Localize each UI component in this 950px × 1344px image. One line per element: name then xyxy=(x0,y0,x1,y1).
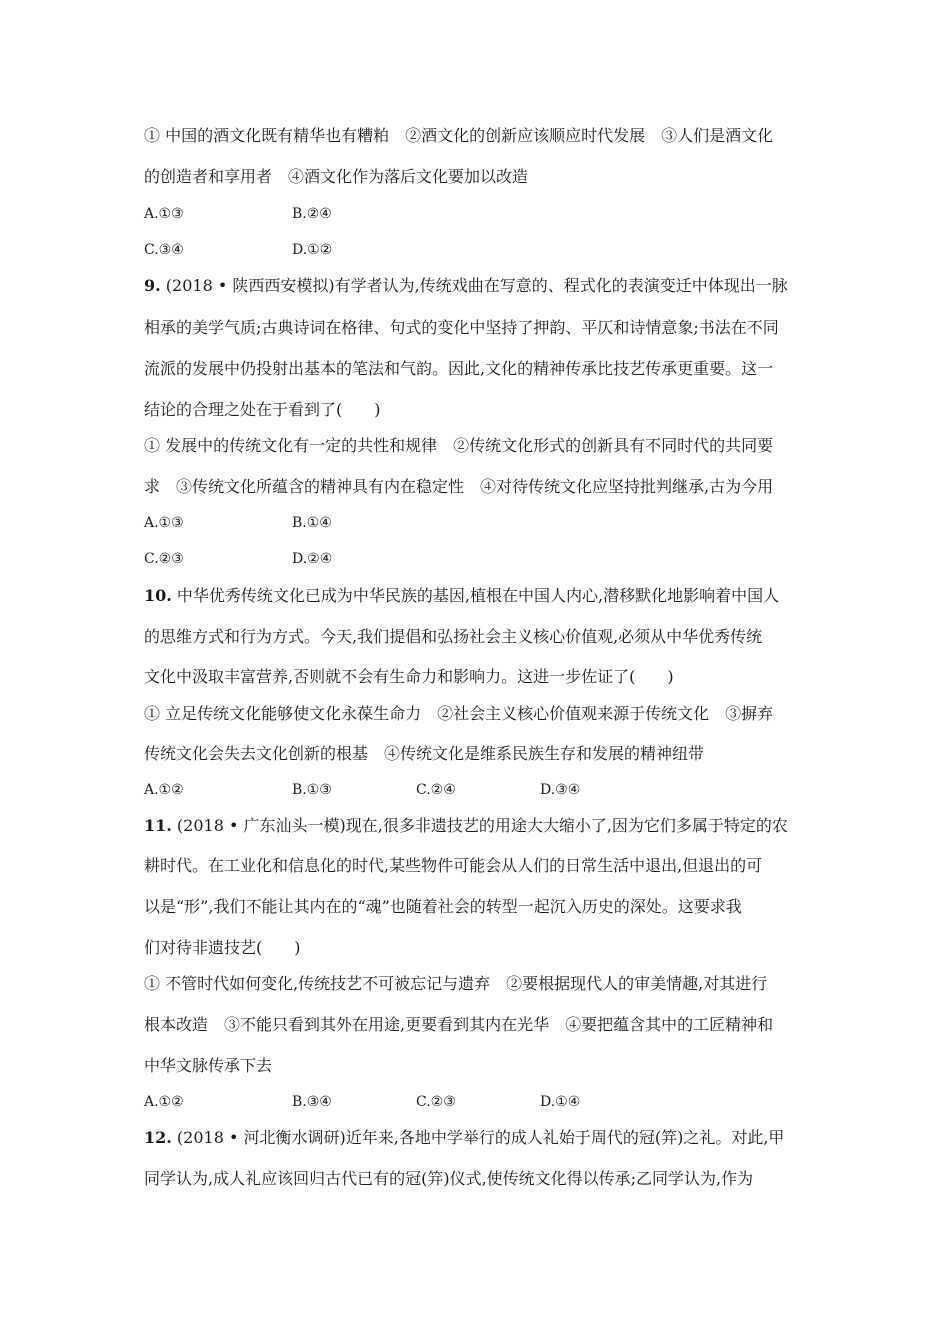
q10-line-2: 的思维方式和行为方式。今天,我们提倡和弘扬社会主义核心价值观,必须从中华优秀传统 xyxy=(144,627,763,646)
q11-option-b[interactable]: B.③④ xyxy=(292,1094,332,1110)
q12-number: 12. xyxy=(144,1128,172,1147)
q12-line-1 xyxy=(144,1128,784,1148)
q9-line-2: 相承的美学气质;古典诗词在格律、句式的变化中坚持了押韵、平仄和诗情意象;书法在不同 xyxy=(144,318,779,337)
q8-option-c[interactable]: C.③④ xyxy=(144,242,184,258)
q11-line-1 xyxy=(144,816,788,836)
q9-option-b[interactable]: B.①④ xyxy=(292,515,332,531)
q11-text-1: (2018 • 广东汕头一模)现在,很多非遗技艺的用途大大缩小了,因为它们多属于特定的农 xyxy=(171,816,788,835)
q11-line-6: 根本改造 ③不能只看到其外在用途,更要看到其内在光华 ④要把蕴含其中的工匠精神和 xyxy=(144,1015,774,1034)
q8-option-a[interactable]: A.①③ xyxy=(144,206,184,222)
q10-options-row xyxy=(144,780,580,800)
q12-text-1: (2018 • 河北衡水调研)近年来,各地中学举行的成人礼始于周代的冠(笄)之礼。对此,甲 xyxy=(171,1128,785,1147)
q9-option-c[interactable]: C.②③ xyxy=(144,551,184,567)
q9-line-5: ① 发展中的传统文化有一定的共性和规律 ②传统文化形式的创新具有不同时代的共同要 xyxy=(144,436,774,455)
q8-option-d[interactable]: D.①② xyxy=(292,242,333,258)
q10-text-1: 中华优秀传统文化已成为中华民族的基因,植根在中国人内心,潜移默化地影响着中国人 xyxy=(171,586,780,605)
q10-option-c[interactable]: C.②④ xyxy=(416,782,456,798)
q9-options-row-2 xyxy=(144,549,440,569)
q11-option-c[interactable]: C.②③ xyxy=(416,1094,456,1110)
q9-text-1: (2018 • 陕西西安模拟)有学者认为,传统戏曲在写意的、程式化的表演变迁中体现出一脉 xyxy=(160,276,788,295)
q10-option-a[interactable]: A.①② xyxy=(144,782,184,798)
q9-option-d[interactable]: D.②④ xyxy=(292,551,333,567)
q9-line-4: 结论的合理之处在于看到了( ) xyxy=(144,400,381,419)
q11-option-d[interactable]: D.①④ xyxy=(540,1094,581,1110)
q11-number: 11. xyxy=(144,816,172,835)
q10-number: 10. xyxy=(144,586,172,605)
q9-option-a[interactable]: A.①③ xyxy=(144,515,184,531)
q8-line-1: ① 中国的酒文化既有精华也有糟粕 ②酒文化的创新应该顺应时代发展 ③人们是酒文化 xyxy=(144,126,774,145)
q11-line-5: ① 不管时代如何变化,传统技艺不可被忘记与遗弃 ②要根据现代人的审美情趣,对其进行 xyxy=(144,974,768,993)
q11-options-row xyxy=(144,1092,580,1112)
q10-line-1 xyxy=(144,586,779,606)
q8-options-row-2 xyxy=(144,240,440,260)
q11-line-7: 中华文脉传承下去 xyxy=(144,1056,273,1075)
q9-line-3: 流派的发展中仍投射出基本的笔法和气韵。因此,文化的精神传承比技艺传承更重要。这一 xyxy=(144,359,774,378)
q9-number: 9. xyxy=(144,276,161,295)
q9-options-row-1 xyxy=(144,513,440,533)
q11-line-3: 以是“形”,我们不能让其内在的“魂”也随着社会的转型一起沉入历史的深处。这要求我 xyxy=(144,897,742,916)
q8-option-b[interactable]: B.②④ xyxy=(292,206,332,222)
q10-line-4: ① 立足传统文化能够使文化永葆生命力 ②社会主义核心价值观来源于传统文化 ③摒弃 xyxy=(144,704,774,723)
q10-line-5: 传统文化会失去文化创新的根基 ④传统文化是维系民族生存和发展的精神纽带 xyxy=(144,744,705,763)
q9-line-6: 求 ③传统文化所蕴含的精神具有内在稳定性 ④对待传统文化应坚持批判继承,古为今用 xyxy=(144,477,774,496)
q11-option-a[interactable]: A.①② xyxy=(144,1094,184,1110)
q10-option-b[interactable]: B.①③ xyxy=(292,782,332,798)
q10-option-d[interactable]: D.③④ xyxy=(540,782,581,798)
q10-line-3: 文化中汲取丰富营养,否则就不会有生命力和影响力。这进一步佐证了( ) xyxy=(144,667,674,686)
q11-line-2: 耕时代。在工业化和信息化的时代,某些物件可能会从人们的日常生活中退出,但退出的可 xyxy=(144,856,763,875)
q9-line-1 xyxy=(144,276,788,296)
q11-line-4: 们对待非遗技艺( ) xyxy=(144,938,301,957)
q8-options-row-1 xyxy=(144,204,440,224)
q8-line-2: 的创造者和享用者 ④酒文化作为落后文化要加以改造 xyxy=(144,167,529,186)
q12-line-2: 同学认为,成人礼应该回归古代已有的冠(笄)仪式,使传统文化得以传承;乙同学认为,作为 xyxy=(144,1169,754,1188)
